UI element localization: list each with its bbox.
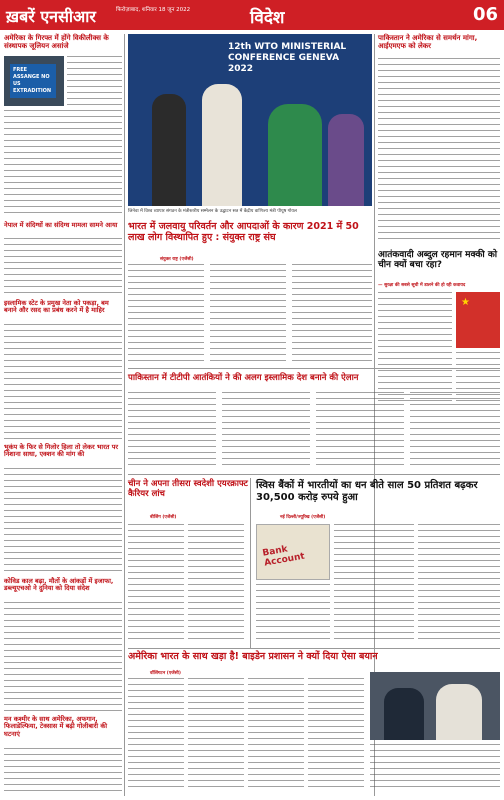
story-headline: अमेरिका भारत के साथ खड़ा है! बाइडेन प्रशासन ने क्यों दिया ऐसा बयान bbox=[128, 651, 378, 662]
bank-account-photo bbox=[256, 524, 330, 580]
column-divider bbox=[250, 478, 251, 648]
body-text bbox=[378, 292, 452, 404]
story-headline: अमेरिका के गिरफ्त में होंगे विकीलीक्स के संस्थापक जूलियन असांजे bbox=[4, 34, 109, 51]
body-text bbox=[370, 744, 500, 792]
body-text bbox=[410, 392, 500, 470]
left-column bbox=[4, 34, 122, 796]
newspaper-logo: ख़बरें एनसीआर bbox=[6, 7, 96, 26]
dateline: फिरोज़ाबाद, शनिवार 18 जून 2022 bbox=[116, 7, 191, 13]
body-text bbox=[128, 524, 184, 644]
bank-account-label: Bank Account bbox=[261, 544, 306, 569]
main-headline: भारत में जलवायु परिवर्तन और आपदाओं के कारण 2021 में 50 लाख लोग विस्थापित हुए : संयुक्त राष्ट्र संघ bbox=[128, 221, 359, 243]
story-headline: इस्लामिक स्टेट के प्रमुख नेता को पकड़ा, बम बनाने और रसद का प्रबंध करने में है माहिर bbox=[4, 299, 109, 315]
body-text bbox=[256, 584, 330, 644]
body-text bbox=[4, 468, 122, 574]
person-figure bbox=[152, 94, 186, 206]
body-text bbox=[418, 524, 500, 644]
china-byline: बीजिंग (एजेंसी) bbox=[150, 515, 177, 520]
page-number: 06 bbox=[472, 4, 498, 25]
section-divider bbox=[128, 368, 500, 369]
story-headline: कोविड काल बढ़ा, मौतों के आंकड़ों में इजाफा, डब्ल्यूएचओ ने दुनिया को दिया संदेश bbox=[4, 577, 114, 593]
usa-byline: वॉशिंगटन (एजेंसी) bbox=[150, 671, 181, 676]
body-text bbox=[378, 58, 500, 244]
story-headline: चीन ने अपना तीसरा स्वदेशी एयरक्राफ्ट कैरियर लांच bbox=[128, 479, 248, 499]
body-text bbox=[4, 602, 122, 712]
person-figure bbox=[268, 104, 322, 206]
body-text bbox=[308, 678, 364, 792]
body-text bbox=[248, 678, 304, 792]
photo-caption: जिनेवा में विश्व व्यापार संगठन के मंत्रीस्तरीय सम्मेलन के उद्घाटन सत्र में केंद्रीय वाणिज्य मंत्री पीयूष गोयल bbox=[128, 209, 297, 214]
placard-text: FREE ASSANGE NO US EXTRADITION bbox=[13, 67, 52, 94]
story-headline: आतंकवादी अब्दुल रहमान मक्की को चीन क्यों बचा रहा? bbox=[378, 250, 498, 271]
story-headline: नेपाल में संदिग्धों का संदिग्ध मामला सामने आया bbox=[4, 221, 118, 229]
body-text bbox=[222, 392, 310, 470]
body-text bbox=[210, 264, 286, 364]
wto-banner: 12th WTO MINISTERIAL CONFERENCE GENEVA 2022 bbox=[228, 42, 347, 74]
swiss-byline: नई दिल्ली/ज्यूरिख (एजेंसी) bbox=[280, 515, 326, 520]
section-divider bbox=[128, 474, 500, 475]
section-title: विदेश bbox=[250, 8, 285, 28]
body-text bbox=[4, 238, 122, 296]
body-text bbox=[4, 110, 122, 218]
person-figure bbox=[436, 684, 482, 740]
body-text bbox=[4, 748, 122, 796]
story-headline: भूकंप के फिर से गिलोर हिला तो लेकर भारत पर निशाना साधा, एक्शन की मांग की bbox=[4, 443, 119, 459]
body-text bbox=[188, 524, 244, 644]
story-headline: पाकिस्तान ने अमेरिका से समर्थन मांगा, आईएमएफ को लेकर bbox=[378, 34, 478, 51]
story-headline: स्विस बैंकों में भारतीयों का धन बीते साल 50 प्रतिशत बढ़कर 30,500 करोड़ रुपये हुआ bbox=[256, 480, 478, 503]
story-headline: पाकिस्तान में टीटीपी आतंकियों ने की अलग इस्लामिक देश बनाने की ऐलान bbox=[128, 373, 359, 383]
body-text bbox=[188, 678, 244, 792]
body-text bbox=[4, 324, 122, 440]
protest-photo bbox=[4, 56, 64, 106]
main-byline: संयुक्त राष्ट्र (एजेंसी) bbox=[160, 257, 194, 262]
story-headline: मन कश्मीर के साथ अमेरिका, अफगान, फिलाडेल्फिया, टेक्सास में बढ़ी गोलीबारी की घटनाएं bbox=[4, 715, 108, 738]
makki-photo bbox=[456, 292, 500, 348]
person-figure bbox=[202, 84, 242, 206]
column-divider bbox=[124, 34, 125, 796]
leaders-photo bbox=[370, 672, 500, 740]
body-text bbox=[128, 264, 204, 364]
flag-star-icon: ★ bbox=[461, 297, 470, 308]
body-text bbox=[334, 524, 414, 644]
body-text bbox=[128, 392, 216, 470]
body-text bbox=[316, 392, 404, 470]
story-kicker: — सुरक्षा की सबसे सूची में डालने की हो रही कवायद bbox=[378, 283, 466, 288]
section-divider bbox=[128, 648, 500, 649]
person-figure bbox=[328, 114, 364, 206]
protest-placard bbox=[10, 64, 56, 98]
body-text bbox=[128, 678, 184, 792]
wto-photo bbox=[128, 34, 372, 206]
masthead bbox=[0, 0, 504, 30]
person-figure bbox=[384, 688, 424, 740]
body-text bbox=[292, 264, 372, 364]
body-text bbox=[67, 56, 122, 106]
